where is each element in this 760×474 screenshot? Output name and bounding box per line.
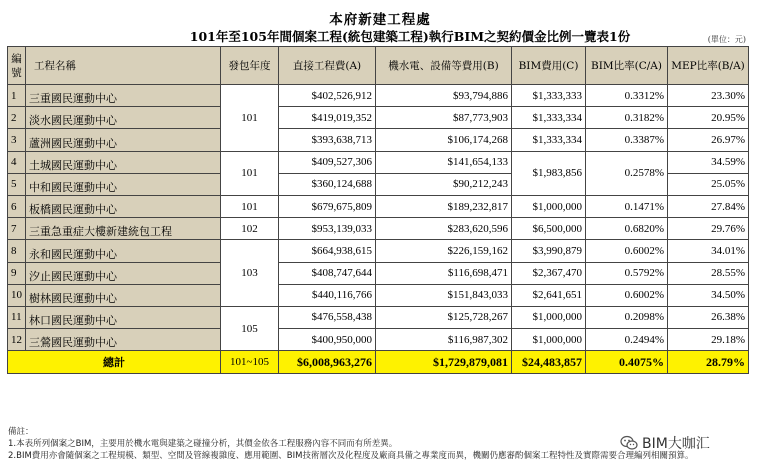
bim-cost: $1,983,856	[512, 151, 586, 195]
project-name: 三重國民運動中心	[26, 85, 221, 107]
bim-ratio: 0.3387%	[586, 129, 668, 151]
bim-cost: $1,333,334	[512, 129, 586, 151]
direct-cost: $408,747,644	[279, 262, 376, 284]
wechat-icon	[620, 435, 638, 451]
project-name: 樹林國民運動中心	[26, 284, 221, 306]
bim-cost: $1,333,334	[512, 107, 586, 129]
mep-cost: $226,159,162	[376, 240, 512, 262]
bim-ratio: 0.6002%	[586, 240, 668, 262]
mep-cost: $93,794,886	[376, 85, 512, 107]
mep-ratio: 23.30%	[668, 85, 749, 107]
award-year: 101	[221, 151, 279, 195]
table-row	[8, 129, 749, 151]
direct-cost: $360,124,688	[279, 173, 376, 195]
header-row	[8, 47, 749, 85]
project-name: 三重急重症大樓新建統包工程	[26, 218, 221, 240]
contract-price-table	[7, 46, 749, 374]
mep-cost: $141,654,133	[376, 151, 512, 173]
total-label: 總計	[8, 351, 221, 374]
mep-cost: $90,212,243	[376, 173, 512, 195]
direct-cost: $953,139,033	[279, 218, 376, 240]
project-name: 永和國民運動中心	[26, 240, 221, 262]
col-header-no: 編號	[8, 47, 26, 85]
row-no: 9	[8, 262, 26, 284]
col-header-bim-ratio: BIM比率(C/A)	[586, 47, 668, 85]
mep-ratio: 34.01%	[668, 240, 749, 262]
bim-ratio: 0.2098%	[586, 306, 668, 328]
project-name: 林口國民運動中心	[26, 306, 221, 328]
row-no: 1	[8, 85, 26, 107]
direct-cost: $409,527,306	[279, 151, 376, 173]
direct-cost: $400,950,000	[279, 329, 376, 351]
mep-cost: $106,174,268	[376, 129, 512, 151]
mep-cost: $116,987,302	[376, 329, 512, 351]
mep-cost: $283,620,596	[376, 218, 512, 240]
bim-cost: $2,367,470	[512, 262, 586, 284]
bim-ratio: 0.5792%	[586, 262, 668, 284]
col-header-year: 發包年度	[221, 47, 279, 85]
mep-ratio: 29.76%	[668, 218, 749, 240]
row-no: 3	[8, 129, 26, 151]
bim-cost: $1,333,333	[512, 85, 586, 107]
row-no: 5	[8, 173, 26, 195]
project-name: 土城國民運動中心	[26, 151, 221, 173]
notes-heading: 備註：	[8, 427, 34, 437]
total-row	[8, 351, 749, 374]
bim-ratio: 0.3182%	[586, 107, 668, 129]
row-no: 4	[8, 151, 26, 173]
mep-cost: $87,773,903	[376, 107, 512, 129]
table-row	[8, 107, 749, 129]
mep-ratio: 29.18%	[668, 329, 749, 351]
table-row	[8, 262, 749, 284]
col-header-mep: 機水電、設備等費用(B)	[376, 47, 512, 85]
unit-label: (單位：元)	[707, 35, 746, 44]
watermark-text: BIM大咖汇	[642, 436, 710, 452]
bim-ratio: 0.3312%	[586, 85, 668, 107]
mep-cost: $125,728,267	[376, 306, 512, 328]
total-mep-cost: $1,729,879,081	[376, 351, 512, 374]
watermark	[620, 433, 710, 453]
bim-cost: $3,990,879	[512, 240, 586, 262]
row-no: 11	[8, 306, 26, 328]
document-title: 101年至105年間個案工程(統包建築工程)執行BIM之契約價金比例一覽表1份	[189, 29, 631, 44]
project-name: 蘆洲國民運動中心	[26, 129, 221, 151]
project-name: 淡水國民運動中心	[26, 107, 221, 129]
direct-cost: $679,675,809	[279, 195, 376, 217]
row-no: 6	[8, 195, 26, 217]
mep-ratio: 26.97%	[668, 129, 749, 151]
direct-cost: $402,526,912	[279, 85, 376, 107]
row-no: 12	[8, 329, 26, 351]
org-title: 本府新建工程處	[329, 12, 431, 28]
table-row	[8, 306, 749, 328]
mep-ratio: 26.38%	[668, 306, 749, 328]
project-name: 板橋國民運動中心	[26, 195, 221, 217]
row-no: 7	[8, 218, 26, 240]
bim-ratio: 0.1471%	[586, 195, 668, 217]
total-year: 101~105	[221, 351, 279, 374]
table-row	[8, 195, 749, 217]
award-year: 102	[221, 218, 279, 240]
mep-ratio: 34.59%	[668, 151, 749, 173]
direct-cost: $419,019,352	[279, 107, 376, 129]
col-header-name: 工程名稱	[26, 47, 221, 85]
project-name: 中和國民運動中心	[26, 173, 221, 195]
project-name: 三鶯國民運動中心	[26, 329, 221, 351]
bim-cost: $2,641,651	[512, 284, 586, 306]
table-row	[8, 218, 749, 240]
award-year: 103	[221, 240, 279, 307]
bim-ratio: 0.2494%	[586, 329, 668, 351]
total-direct-cost: $6,008,963,276	[279, 351, 376, 374]
mep-ratio: 34.50%	[668, 284, 749, 306]
note-1: 1.本表所列個案之BIM，主要用於機水電與建築之碰撞分析，其價金依各工程服務內容不同而有所差異。	[8, 439, 398, 449]
table-row	[8, 284, 749, 306]
mep-cost: $189,232,817	[376, 195, 512, 217]
table-row	[8, 329, 749, 351]
direct-cost: $440,116,766	[279, 284, 376, 306]
col-header-direct: 直接工程費(A)	[279, 47, 376, 85]
direct-cost: $476,558,438	[279, 306, 376, 328]
total-mep-ratio: 28.79%	[668, 351, 749, 374]
mep-ratio: 28.55%	[668, 262, 749, 284]
row-no: 2	[8, 107, 26, 129]
bim-ratio: 0.2578%	[586, 151, 668, 195]
table-row	[8, 85, 749, 107]
mep-cost: $116,698,471	[376, 262, 512, 284]
award-year: 105	[221, 306, 279, 350]
total-bim-cost: $24,483,857	[512, 351, 586, 374]
col-header-mep-ratio: MEP比率(B/A)	[668, 47, 749, 85]
mep-ratio: 25.05%	[668, 173, 749, 195]
col-header-bim: BIM費用(C)	[512, 47, 586, 85]
direct-cost: $664,938,615	[279, 240, 376, 262]
row-no: 8	[8, 240, 26, 262]
bim-ratio: 0.6820%	[586, 218, 668, 240]
award-year: 101	[221, 195, 279, 217]
bim-cost: $6,500,000	[512, 218, 586, 240]
table-row	[8, 151, 749, 173]
row-no: 10	[8, 284, 26, 306]
award-year: 101	[221, 85, 279, 152]
mep-ratio: 27.84%	[668, 195, 749, 217]
bim-cost: $1,000,000	[512, 329, 586, 351]
bim-cost: $1,000,000	[512, 195, 586, 217]
bim-cost: $1,000,000	[512, 306, 586, 328]
mep-cost: $151,843,033	[376, 284, 512, 306]
mep-ratio: 20.95%	[668, 107, 749, 129]
total-bim-ratio: 0.4075%	[586, 351, 668, 374]
direct-cost: $393,638,713	[279, 129, 376, 151]
bim-ratio: 0.6002%	[586, 284, 668, 306]
note-2: 2.BIM費用亦會隨個案之工程規模、類型、空間及管線複雜度、應用範圍、BIM技術層次及化程度及廠商具備之專業度而異，機關仍應審酌個案工程特性及實際需要合理編列相關預算。	[8, 451, 694, 461]
table-row	[8, 240, 749, 262]
project-name: 汐止國民運動中心	[26, 262, 221, 284]
notes	[8, 426, 693, 462]
